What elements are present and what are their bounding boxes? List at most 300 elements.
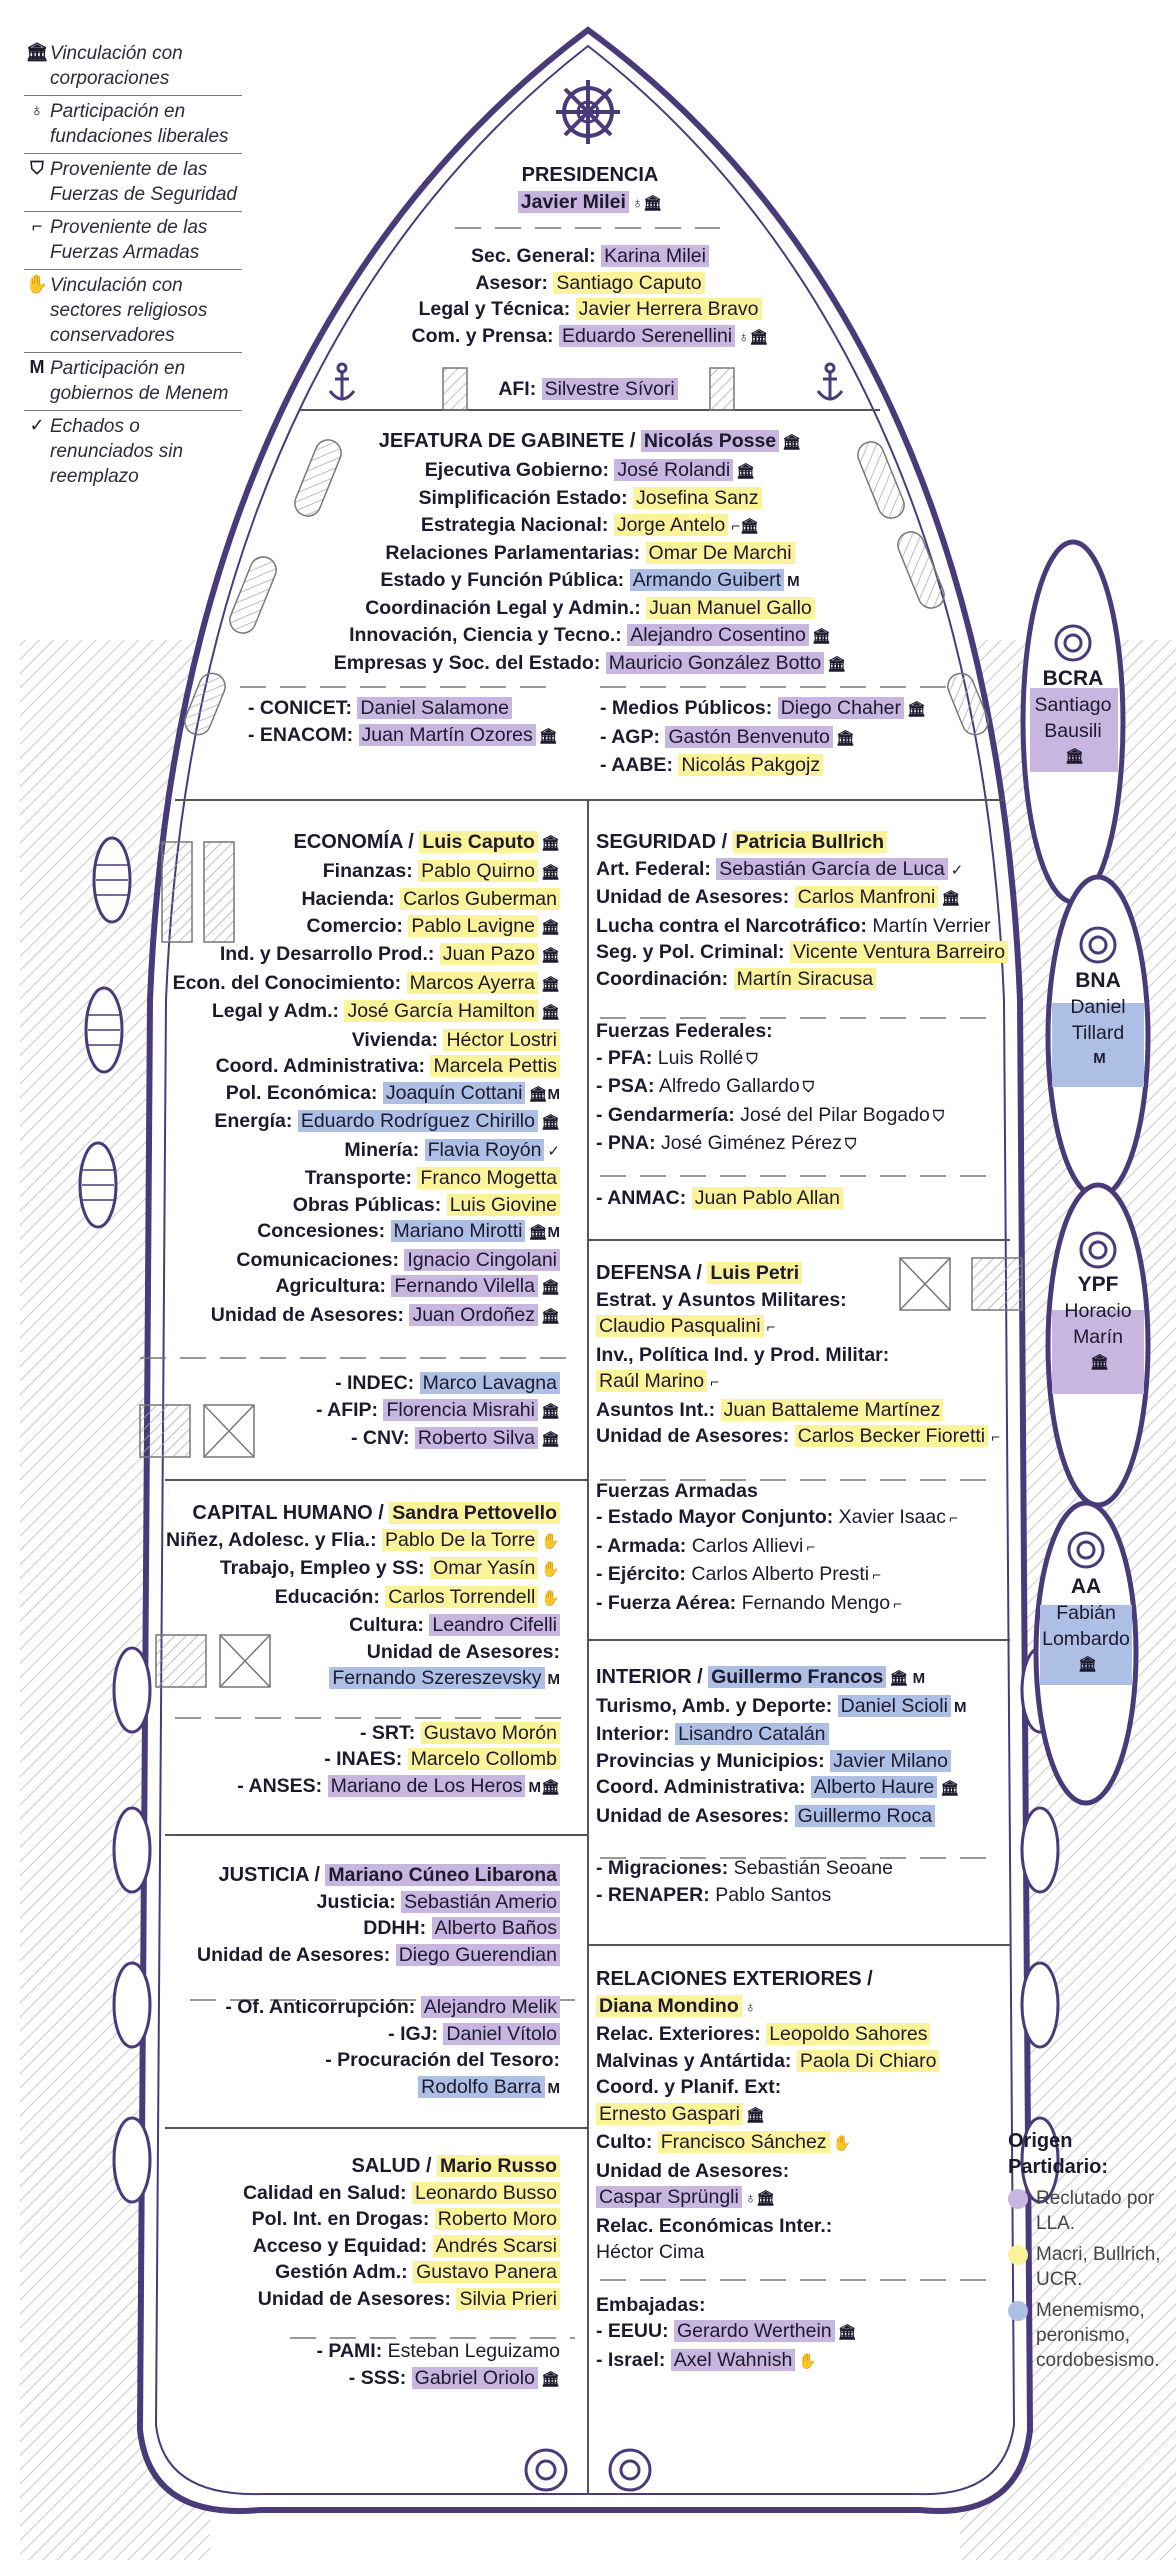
origin-item-menemismo: Menemismo, peronismo, cordobesismo. (1008, 2298, 1173, 2373)
role-row (160, 1080, 560, 1109)
corporations-icon: 🏛 (25, 42, 49, 62)
person-name: Luis Rollé (657, 1046, 744, 1069)
affiliation-icon: ✋ (832, 2135, 852, 2152)
person-name: Carlos Becker Fioretti (795, 1425, 988, 1447)
affiliation-icon: ⛉ (802, 1079, 815, 1096)
role-row (596, 1045, 1016, 1074)
role-label: Legal y Adm.: (211, 1000, 340, 1022)
role-row (596, 1774, 1016, 1803)
role-row (160, 1425, 560, 1454)
role-label: Vivienda: (351, 1028, 439, 1051)
person-name: Javier Herrera Bravo (576, 298, 762, 320)
role-row (596, 1287, 1016, 1314)
role-label: Comunicaciones: (236, 1248, 399, 1271)
role-label: - Ejército: (596, 1563, 686, 1585)
affiliation-icon: ⌐ (710, 1374, 719, 1391)
role-row (140, 1915, 560, 1942)
legend-item (24, 411, 242, 493)
section-presidencia (320, 162, 860, 351)
person-name: Mariano de Los Heros (328, 1775, 526, 1797)
lifeboat-ypf: YPF Horacio Marín 🏛 (1048, 1272, 1148, 1376)
role-row (140, 1720, 560, 1747)
role-row (160, 1192, 560, 1219)
role-label: - Migraciones: (596, 1857, 729, 1879)
foundation-icon: ♁🏛 (631, 194, 663, 212)
role-row (140, 1527, 560, 1556)
role-label: Unidad de Asesores: (366, 1640, 560, 1663)
role-row (596, 1590, 1016, 1619)
section-jefatura: JEFATURA DE GABINETE / Nicolás Posse 🏛 Ejecutiva Gobierno: José Rolandi 🏛 Simplificación Estado: Josefina Sanz Estrategia Nacional: Jorge Antelo ⌐🏛 Relaciones Parlamentarias: Omar De Marchi Estado y Función Pública: Armando Guibert M Coordinación Legal y Admin.: Juan Manuel Gallo Innovación, Ciencia y Tecno.: Alejandro Cosentino 🏛 Empresas y Soc. del Estado: Mauricio González Botto 🏛 (270, 428, 910, 679)
role-label: Finanzas: (322, 859, 413, 882)
role-label: - Fuerza Aérea: (596, 1591, 737, 1614)
person-name: Héctor Lostri (443, 1029, 560, 1051)
affiliation-icon: 🏛 (540, 1402, 560, 1420)
affiliation-icon: 🏛 (811, 627, 831, 645)
role-row (248, 695, 588, 722)
role-label: Cultura: (349, 1614, 424, 1636)
person-name: Omar Yasín (430, 1557, 538, 1579)
person-name: Guillermo Roca (795, 1805, 935, 1827)
person-name: Carlos Torrendell (385, 1586, 538, 1608)
role-row (596, 1397, 1016, 1424)
person-name: Carlos Guberman (400, 888, 560, 910)
role-row (596, 1855, 1016, 1882)
affiliation-icon: M (547, 1671, 560, 1688)
role-label: Ind. y Desarrollo Prod.: (219, 943, 435, 965)
role-label: Relac. Económicas Inter.: (596, 2214, 833, 2237)
role-row (596, 1693, 1016, 1722)
role-label: Seg. y Pol. Criminal: (596, 941, 785, 963)
role-row (140, 1773, 560, 1802)
person-name: José Giménez Pérez (661, 1132, 842, 1154)
role-label: Art. Federal: (596, 857, 711, 880)
role-row (140, 1639, 560, 1666)
role-label: - PAMI: (316, 2340, 383, 2362)
role-row (270, 650, 910, 679)
person-name: Marcelo Collomb (408, 1748, 560, 1770)
person-name: Mariano Mirotti (391, 1220, 526, 1242)
role-label: - EEUU: (596, 2320, 669, 2342)
role-label: Hacienda: (301, 888, 395, 910)
role-row (160, 1053, 560, 1080)
affiliation-icon: 🏛 (907, 701, 927, 718)
role-label: Unidad de Asesores: (596, 2159, 790, 2182)
role-row (140, 2074, 560, 2103)
affiliation-icon: 🏛 (940, 1780, 960, 1797)
role-label: Pol. Int. en Drogas: (251, 2208, 430, 2230)
role-label: Transporte: (304, 1167, 412, 1189)
role-row (596, 1130, 1016, 1159)
role-row (140, 2365, 560, 2394)
person-name: Josefina Sanz (633, 487, 762, 509)
person-name: Carlos Allievi (691, 1534, 804, 1557)
affiliation-icon: 🏛 (736, 462, 756, 480)
person-name: Juan Ordoñez (409, 1304, 538, 1326)
role-label: - Estado Mayor Conjunto: (596, 1506, 834, 1528)
role-label: Legal y Técnica: (418, 298, 571, 320)
legend-text: Participación en fundaciones liberales (50, 101, 229, 147)
legend (24, 38, 242, 493)
person-name: Karina Milei (601, 245, 709, 267)
interior-leader: Guillermo Francos (708, 1666, 886, 1688)
affiliation-icon: ✋ (798, 2352, 817, 2370)
role-label: - SSS: (348, 2366, 407, 2389)
role-label: - AFIP: (315, 1398, 379, 1421)
person-name: Pablo Lavigne (408, 915, 538, 937)
role-row (596, 2318, 1016, 2347)
legend-text: Echados o renunciados sin reemplazo (50, 416, 184, 487)
role-label: Agricultura: (275, 1275, 386, 1297)
role-label: - SRT: (360, 1721, 416, 1744)
person-name: Florencia Misrahi (383, 1399, 537, 1421)
role-row (160, 1247, 560, 1274)
person-name: Sebastián Amerio (401, 1891, 560, 1913)
role-row (596, 2048, 1016, 2075)
role-label: Turismo, Amb. y Deporte: (596, 1694, 833, 1717)
role-label: - PFA: (596, 1046, 653, 1069)
person-name: Omar De Marchi (646, 542, 795, 564)
jefatura-sub-right (600, 695, 960, 779)
person-name: Gustavo Panera (413, 2261, 560, 2283)
relaciones-leader: Diana Mondino (596, 1995, 742, 2017)
person-name: Francisco Sánchez (658, 2131, 830, 2153)
role-row (596, 2213, 1016, 2240)
religious-hand-icon: ✋ (25, 274, 49, 294)
role-row (160, 1397, 560, 1426)
person-name: Mauricio González Botto (606, 652, 824, 674)
person-name: Flavia Royón (425, 1139, 545, 1161)
role-row (596, 2021, 1016, 2048)
person-name: Roberto Silva (415, 1427, 538, 1449)
role-label: Relac. Exteriores: (596, 2023, 761, 2045)
role-row (596, 1882, 1016, 1909)
affiliation-icon: 🏛 (538, 727, 558, 745)
role-row (600, 724, 960, 753)
role-label: Calidad en Salud: (242, 2181, 407, 2204)
affiliation-icon: 🏛 (540, 975, 560, 993)
person-name: Héctor Cima (596, 2241, 705, 2263)
role-label: Relaciones Parlamentarias: (385, 542, 641, 564)
affiliation-icon: ⛉ (746, 1050, 758, 1068)
person-name: Armando Guibert (630, 569, 785, 591)
jefatura-sub-left (248, 695, 588, 750)
person-name: Rodolfo Barra (418, 2076, 544, 2098)
affiliation-icon: M🏛 (528, 1778, 560, 1796)
person-name: Diego Chaher (778, 697, 904, 719)
role-row (596, 1102, 1016, 1131)
presidencia-leader: Javier Milei (518, 191, 629, 213)
role-label: Econ. del Conocimiento: (172, 971, 402, 994)
person-name: Martín Verrier (872, 914, 991, 937)
role-label: Unidad de Asesores: (197, 1943, 391, 1966)
role-row (160, 1027, 560, 1054)
role-label: Estrategia Nacional: (420, 513, 609, 536)
person-name: Alberto Baños (432, 1917, 561, 1939)
role-label: Minería: (344, 1138, 420, 1161)
lifeboat-aa: AA Fabián Lombardo 🏛 (1036, 1574, 1136, 1678)
affiliation-icon: 🏛 (941, 890, 961, 907)
role-row (160, 1273, 560, 1302)
role-label: Estado y Función Pública: (380, 568, 625, 591)
salud-leader: Mario Russo (437, 2155, 560, 2177)
affiliation-icon: ⌐ (948, 1510, 958, 1527)
person-name: Esteban Leguizamo (387, 2340, 560, 2362)
role-label: - Israel: (596, 2348, 666, 2371)
affiliation-icon: ♁🏛 (744, 2190, 776, 2207)
menem-icon: M (29, 357, 45, 377)
section-economia: ECONOMÍA / Luis Caputo 🏛 Finanzas: Pablo Quirno 🏛 Hacienda: Carlos Guberman Comercio: Pablo Lavigne 🏛 Ind. y Desarrollo Prod.: Juan Pazo 🏛 Econ. del Conocimiento: Marcos Ayerra 🏛 Legal y Adm.: José García Hamilton 🏛 Vivienda: Héctor Lostri Coord. Administrativa: Marcela Pettis Pol. Económica: Joaquín Cottani 🏛M Energía: Eduardo Rodríguez Chirillo 🏛 Minería: Flavia Royón ✓ Transporte: Franco Mogetta Obras Públicas: Luis Giovine Concesiones: Mariano Mirotti 🏛M Comunicaciones: Ignacio Cingolani Agricultura: Fernando Vilella 🏛 Unidad de Asesores: Juan Ordoñez 🏛 - INDEC: Marco Lavagna - AFIP: Florencia Misrahi 🏛 - CNV: Roberto Silva 🏛 (160, 829, 560, 1454)
affiliation-icon: 🏛M (528, 1085, 560, 1103)
legend-item (24, 154, 242, 212)
person-name: Claudio Pasqualini (596, 1315, 764, 1337)
person-name: Ignacio Cingolani (404, 1249, 560, 1271)
affiliation-icon: ⛉ (932, 1107, 945, 1125)
lifeboat-bcra: BCRA Santiago Bausili 🏛 (1023, 666, 1123, 770)
affiliation-icon: 🏛 (837, 2324, 857, 2341)
role-row (596, 1313, 1016, 1342)
role-label: - CONICET: (248, 697, 352, 719)
role-row (596, 2129, 1016, 2158)
role-label: - ANSES: (237, 1774, 323, 1797)
person-name: Fernando Szereszevsky (329, 1667, 544, 1689)
affiliation-icon: ⌐ (766, 1319, 776, 1336)
person-name: Marco Lavagna (420, 1372, 560, 1394)
role-row (270, 540, 910, 567)
affiliation-icon: M (547, 2079, 560, 2097)
role-label: Gestión Adm.: (275, 2261, 408, 2283)
person-name: Marcos Ayerra (407, 972, 538, 994)
person-name: Pablo De la Torre (382, 1529, 538, 1551)
person-name: Xavier Isaac (838, 1506, 946, 1528)
justicia-leader: Mariano Cúneo Libarona (325, 1864, 560, 1886)
role-label: - Gendarmería: (596, 1103, 735, 1126)
person-name: Leopoldo Sahores (766, 2023, 930, 2045)
role-row (596, 1748, 1016, 1775)
role-label: Ejecutiva Gobierno: (424, 458, 609, 481)
person-name: Daniel Vítolo (443, 2023, 560, 2045)
affiliation-icon: 🏛 (540, 1279, 560, 1296)
role-row (270, 595, 910, 622)
affiliation-icon: ✓ (950, 861, 964, 879)
person-name: Axel Wahnish (671, 2349, 796, 2371)
role-label: Simplificación Estado: (418, 487, 628, 509)
section-salud: SALUD / Mario Russo Calidad en Salud: Leonardo Busso Pol. Int. en Drogas: Roberto Moro Acceso y Equidad: Andrés Scarsi Gestión Adm.: Gustavo Panera Unidad de Asesores: Silvia Prieri - PAMI: Esteban Leguizamo - SSS: Gabriel Oriolo 🏛 (140, 2153, 560, 2393)
role-label: Unidad de Asesores: (596, 886, 790, 908)
role-row (320, 243, 860, 270)
person-name: Juan Manuel Gallo (646, 597, 815, 619)
role-label: Provincias y Municipios: (596, 1749, 825, 1772)
role-row (596, 2239, 1016, 2266)
person-name: Diego Guerendian (396, 1944, 560, 1966)
role-label: Sec. General: (471, 245, 596, 267)
person-name: Marcela Pettis (430, 1055, 560, 1077)
corporations-icon: 🏛 (1064, 748, 1085, 765)
corporations-icon: 🏛 (1089, 1354, 1110, 1371)
person-name: Joaquín Cottani (383, 1082, 526, 1104)
role-row (270, 622, 910, 651)
role-label: Com. y Prensa: (411, 324, 554, 347)
role-label: - IGJ: (388, 2022, 438, 2045)
role-row (140, 2206, 560, 2233)
role-label: Niñez, Adolesc. y Flia.: (166, 1528, 377, 1551)
legend-text: Vinculación con corporaciones (50, 43, 183, 89)
role-row (596, 1073, 1016, 1102)
role-label: - AGP: (600, 725, 660, 748)
role-row (140, 1584, 560, 1613)
role-row (270, 485, 910, 512)
seguridad-leader: Patricia Bullrich (733, 831, 887, 853)
role-row (140, 2259, 560, 2286)
role-label: - ENACOM: (248, 723, 354, 746)
role-row (248, 722, 588, 751)
role-label: Concesiones: (257, 1220, 386, 1242)
role-label: Malvinas y Antártida: (596, 2049, 792, 2072)
person-name: Pablo Quirno (418, 860, 538, 882)
person-name: Caspar Sprüngli (596, 2186, 742, 2208)
role-label: Inv., Política Ind. y Prod. Militar: (596, 1343, 890, 1366)
role-row (140, 2338, 560, 2365)
role-label: Energía: (214, 1110, 293, 1132)
foundation-icon: ♁ (30, 100, 44, 120)
role-label: Estrat. y Asuntos Militares: (596, 1288, 847, 1311)
person-name: Andrés Scarsi (433, 2235, 560, 2257)
role-label: Unidad de Asesores: (596, 1804, 790, 1827)
role-label: Interior: (596, 1723, 670, 1745)
role-row (140, 1994, 560, 2021)
role-row (160, 913, 560, 942)
section-interior: INTERIOR / Guillermo Francos 🏛 M Turismo, Amb. y Deporte: Daniel Scioli M Interior: Lisandro Catalán Provincias y Municipios: Javier Milano Coord. Administrativa: Alberto Haure 🏛 Unidad de Asesores: Guillermo Roca - Migraciones: Sebastián Seoane - RENAPER: Pablo Santos (596, 1664, 1016, 1908)
role-row (596, 2184, 1016, 2213)
person-name: Paola Di Chiaro (797, 2050, 940, 2072)
role-row (596, 966, 1016, 993)
role-label: Coord. Administrativa: (215, 1055, 426, 1077)
person-name: Silvia Prieri (456, 2288, 560, 2310)
person-name: Javier Milano (830, 1750, 951, 1772)
role-label: DDHH: (363, 1917, 427, 1939)
role-row (160, 886, 560, 913)
legend-item (24, 353, 242, 411)
affiliation-icon: ✋ (541, 1532, 560, 1550)
person-name: José García Hamilton (344, 1000, 538, 1022)
economia-leader: Luis Caputo (419, 831, 538, 853)
role-row (596, 2074, 1016, 2101)
role-label: Asesor: (475, 271, 548, 294)
role-row (596, 913, 1016, 940)
legend-text: Proveniente de las Fuerzas de Seguridad (50, 159, 237, 205)
person-name: Alejandro Melik (421, 1996, 560, 2018)
person-name: Carlos Alberto Presti (691, 1563, 870, 1585)
role-row (160, 970, 560, 999)
role-row (140, 1555, 560, 1584)
role-row (596, 2101, 1016, 2130)
person-name: Roberto Moro (435, 2208, 560, 2230)
role-label: Unidad de Asesores: (210, 1303, 405, 1326)
jefatura-leader: Nicolás Posse (641, 430, 779, 452)
person-name: Carlos Manfroni (795, 886, 939, 908)
origin-legend: Origen Partidario: Reclutado por LLA. Macri, Bullrich, UCR. Menemismo, peronismo, cordobesismo. (1008, 2128, 1173, 2373)
role-label: Empresas y Soc. del Estado: (333, 652, 601, 674)
affiliation-icon: M (953, 1698, 967, 1716)
legend-item (24, 270, 242, 353)
role-row (270, 457, 910, 486)
role-row (160, 1137, 560, 1166)
defensa-leader: Luis Petri (707, 1262, 802, 1284)
affiliation-icon: 🏛 (540, 1114, 560, 1131)
lifeboat-bna: BNA Daniel Tillard M (1048, 968, 1148, 1072)
person-name: Leandro Cifelli (429, 1614, 560, 1636)
role-label: - PSA: (596, 1075, 655, 1097)
affiliation-icon: ✋ (541, 1589, 560, 1607)
role-row (140, 1665, 560, 1694)
role-row (160, 1218, 560, 1247)
role-label: Unidad de Asesores: (257, 2287, 452, 2310)
role-label: Unidad de Asesores: (596, 1425, 790, 1447)
role-row (160, 858, 560, 887)
role-row (596, 1803, 1016, 1830)
person-name: Juan Battaleme Martínez (721, 1399, 944, 1421)
role-label: Innovación, Ciencia y Tecno.: (349, 623, 622, 646)
affiliation-icon: 🏛 (835, 729, 855, 747)
person-name: Alfredo Gallardo (658, 1075, 800, 1097)
person-name: Ernesto Gaspari (596, 2103, 743, 2125)
person-name: José del Pilar Bogado (740, 1103, 930, 1126)
role-row (160, 1370, 560, 1397)
role-label: Lucha contra el Narcotráfico: (596, 914, 867, 937)
role-label: Pol. Económica: (225, 1081, 378, 1104)
role-row (596, 1504, 1016, 1533)
gun-icon: ⌐ (31, 216, 43, 236)
person-name: Juan Pablo Allan (692, 1187, 843, 1209)
role-label: Comercio: (306, 914, 403, 937)
person-name: Luis Giovine (447, 1194, 560, 1216)
menem-icon: M (1093, 1050, 1106, 1067)
affiliation-icon: ✓ (547, 1142, 560, 1160)
person-name: Sebastián García de Luca (716, 858, 947, 880)
affiliation-icon: ⌐ (991, 1429, 1000, 1446)
legend-item (24, 96, 242, 154)
person-name: Fernando Vilella (391, 1275, 538, 1297)
ship-wheel-icon (556, 80, 620, 144)
affiliation-icon: 🏛 (540, 863, 560, 881)
role-label: - INDEC: (335, 1372, 415, 1394)
role-row (140, 1942, 560, 1969)
affiliation-icon: 🏛 (540, 947, 560, 964)
person-name: Gerardo Werthein (674, 2320, 835, 2342)
role-row (140, 2180, 560, 2207)
role-label: - Of. Anticorrupción: (225, 1996, 416, 2018)
person-name: José Rolandi (614, 459, 733, 481)
section-seguridad: SEGURIDAD / Patricia Bullrich Art. Federal: Sebastián García de Luca ✓ Unidad de Asesores: Carlos Manfroni 🏛 Lucha contra el Narcotráfico: Martín Verrier Seg. y Pol. Criminal: Vicente Ventura Barreiro Coordinación: Martín Siracusa Fuerzas Federales: - PFA: Luis Rollé ⛉ - PSA: Alfredo Gallardo ⛉ - Gendarmería: José del Pilar Bogado ⛉ - PNA: José Giménez Pérez ⛉ - ANMAC: Juan Pablo Allan (596, 829, 1016, 1211)
dismissed-icon: ✓ (29, 415, 45, 435)
section-justicia: JUSTICIA / Mariano Cúneo Libarona Justicia: Sebastián Amerio DDHH: Alberto Baños Unidad de Asesores: Diego Guerendian - Of. Anticorrupción: Alejandro Melik - IGJ: Daniel Vítolo - Procuración del Tesoro: Rodolfo Barra M (140, 1862, 560, 2102)
person-name: Gabriel Oriolo (412, 2367, 538, 2389)
role-label: Coord. y Planif. Ext: (596, 2076, 782, 2098)
role-row (160, 1302, 560, 1331)
person-name: Franco Mogetta (417, 1167, 560, 1189)
person-name: Raúl Marino (596, 1370, 707, 1392)
legend-item (24, 212, 242, 270)
person-name: Nicolás Pakgojz (678, 754, 823, 776)
role-label: - CNV: (350, 1427, 410, 1449)
role-row (596, 856, 1016, 885)
person-name: Alberto Haure (811, 1776, 937, 1798)
role-row (140, 1889, 560, 1916)
role-label: - INAES: (324, 1748, 403, 1770)
section-relaciones-exteriores: RELACIONES EXTERIORES / Diana Mondino ♁ Relac. Exteriores: Leopoldo Sahores Malvinas y Antártida: Paola Di Chiaro Coord. y Planif. Ext: Ernesto Gaspari 🏛 Culto: Francisco Sánchez ✋ Unidad de Asesores: Caspar Sprüngli ♁🏛 Relac. Económicas Inter.: Héctor Cima Embajadas: - EEUU: Gerardo Werthein 🏛 - Israel: Axel Wahnish ✋ (596, 1966, 1016, 2375)
role-label: - Medios Públicos: (600, 697, 773, 719)
person-name: Lisandro Catalán (675, 1723, 828, 1745)
role-label: - AABE: (600, 754, 673, 776)
